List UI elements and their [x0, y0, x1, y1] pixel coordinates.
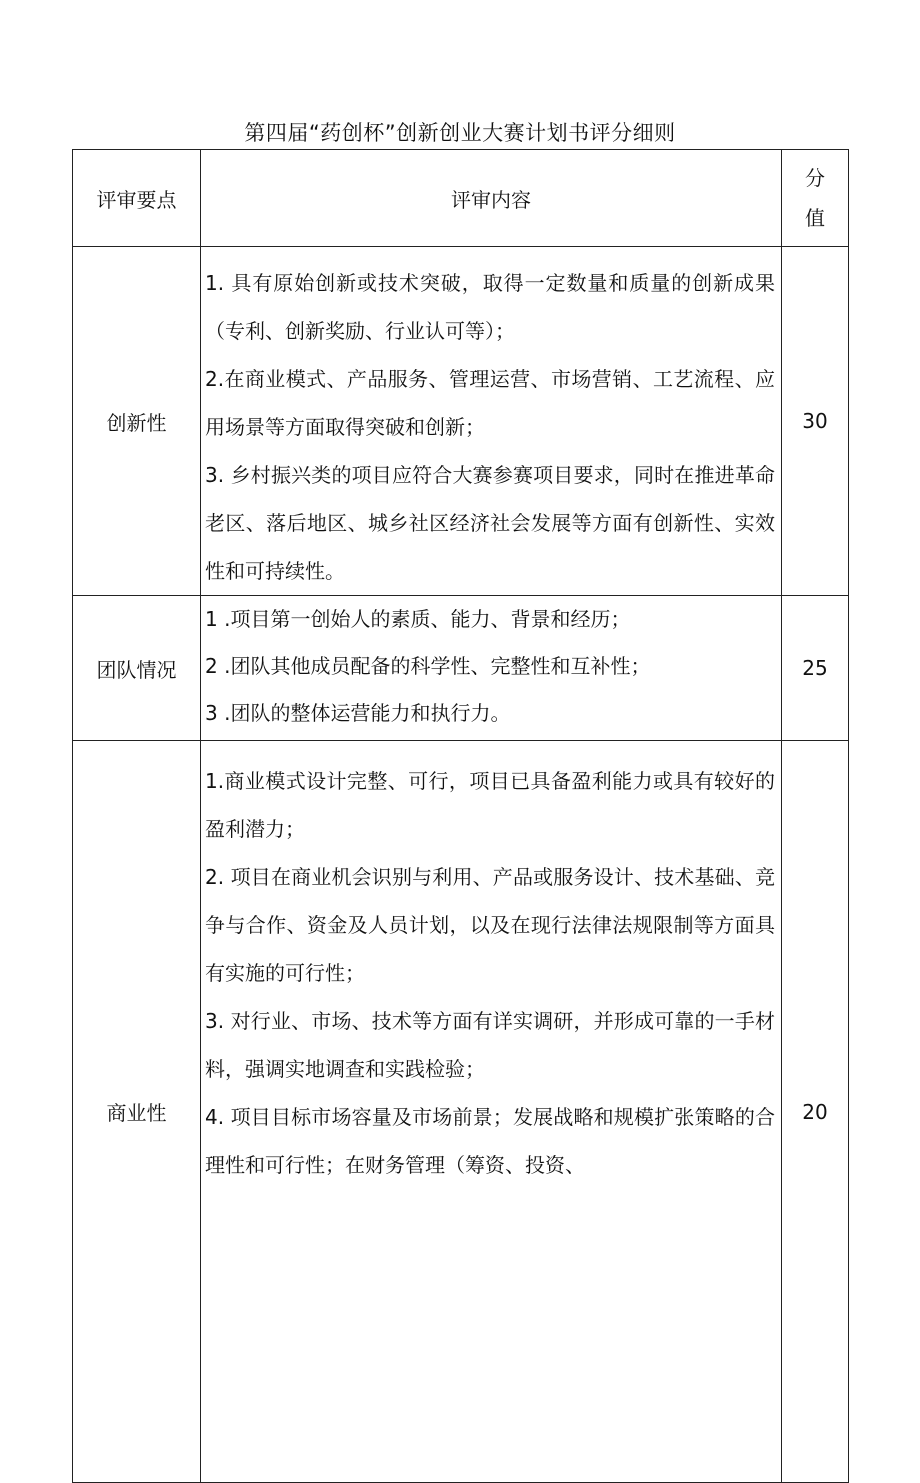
criterion-item: 2.在商业模式、产品服务、管理运营、市场营销、工艺流程、应用场景等方面取得突破和创新；: [205, 367, 775, 439]
header-score-line2: 值: [805, 206, 825, 230]
header-score-line1: 分: [805, 166, 825, 190]
row-score: 20: [782, 741, 849, 1483]
criterion-item: 1.商业模式设计完整、可行，项目已具备盈利能力或具有较好的盈利潜力；: [205, 769, 775, 841]
table-row-team: [73, 596, 849, 741]
criterion-item: 3. 对行业、市场、技术等方面有详实调研，并形成可靠的一手材料，强调实地调查和实践检验；: [205, 1009, 775, 1081]
criterion-item: 1. 具有原始创新或技术突破，取得一定数量和质量的创新成果（专利、创新奖励、行业认可等）；: [205, 271, 775, 343]
criterion-item: 1 .项目第一创始人的素质、能力、背景和经历；: [205, 607, 631, 631]
row-content: [201, 741, 782, 1483]
criterion-item: 3. 乡村振兴类的项目应符合大赛参赛项目要求，同时在推进革命老区、落后地区、城乡社区经济社会发展等方面有创新性、实效性和可持续性。: [205, 463, 775, 583]
table-row-innovation: [73, 247, 849, 596]
table-row-business: [73, 741, 849, 1483]
header-key-point: 评审要点: [73, 150, 201, 247]
row-key: 商业性: [73, 741, 201, 1483]
table-header-row: [73, 150, 849, 247]
row-content: [201, 596, 782, 741]
row-score: 25: [782, 596, 849, 741]
header-score: [782, 150, 849, 247]
criterion-item: 4. 项目目标市场容量及市场前景；发展战略和规模扩张策略的合理性和可行性；在财务管理（筹资、投资、: [205, 1105, 775, 1177]
row-key: 创新性: [73, 247, 201, 596]
row-score: 30: [782, 247, 849, 596]
criterion-item: 2 .团队其他成员配备的科学性、完整性和互补性；: [205, 654, 651, 678]
criterion-item: 2. 项目在商业机会识别与利用、产品或服务设计、技术基础、竞争与合作、资金及人员计划，以及在现行法律法规限制等方面具有实施的可行性；: [205, 865, 775, 985]
document-title: 第四届“药创杯”创新创业大赛计划书评分细则: [244, 121, 676, 145]
criterion-item: 3 .团队的整体运营能力和执行力。: [205, 701, 511, 725]
header-content: 评审内容: [201, 150, 782, 247]
row-key: 团队情况: [73, 596, 201, 741]
scoring-table: [72, 149, 849, 1483]
row-content: [201, 247, 782, 596]
